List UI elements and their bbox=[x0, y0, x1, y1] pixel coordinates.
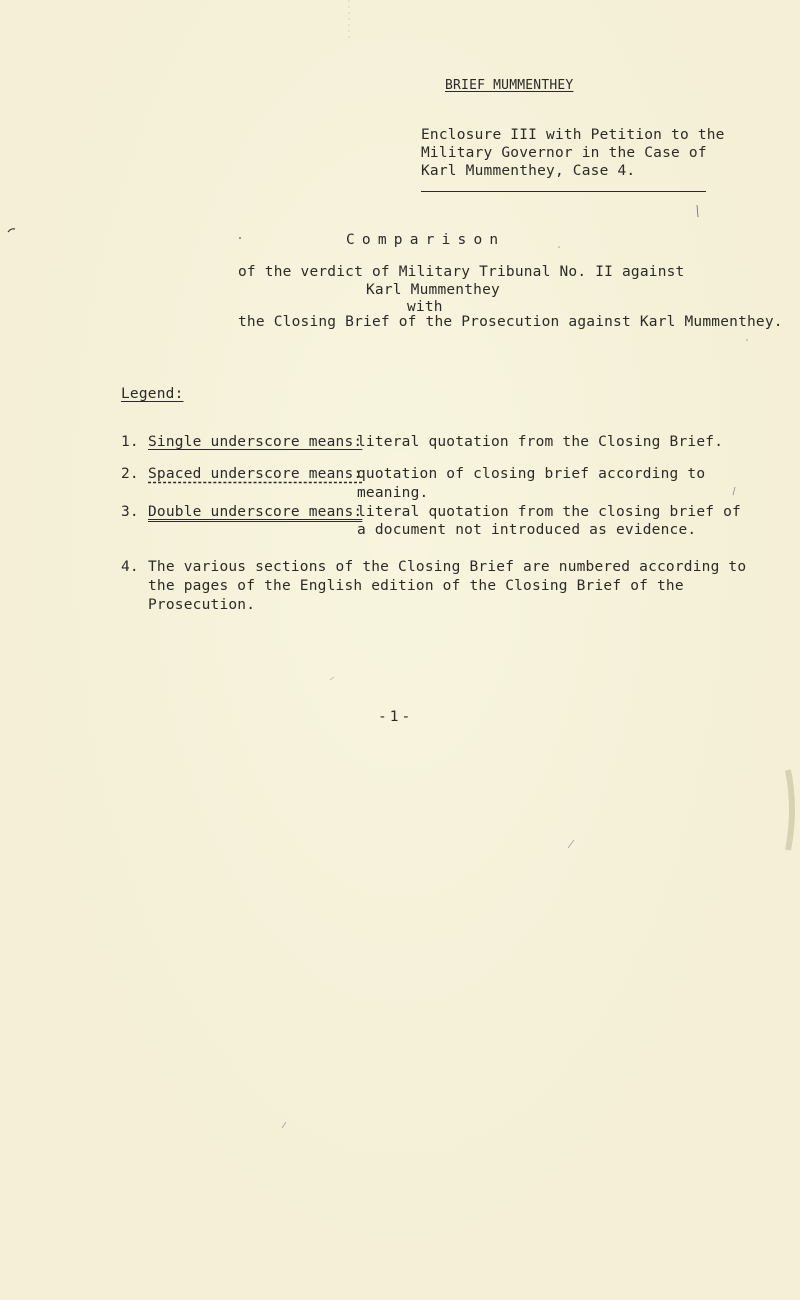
comparison-title: Comparison bbox=[346, 232, 506, 248]
legend-note bbox=[121, 558, 746, 615]
legend-item-description: literal quotation from the closing brief of bbox=[357, 504, 741, 520]
legend-note-line: the pages of the English edition of the Closing Brief of the bbox=[148, 578, 684, 594]
legend-item-key: Double underscore means: bbox=[148, 504, 363, 520]
legend-heading: Legend: bbox=[121, 386, 184, 402]
subtitle-line: Karl Mummenthey bbox=[366, 282, 500, 298]
document-header-title: BRIEF MUMMENTHEY bbox=[445, 78, 574, 93]
legend-item-description-continued: a document not introduced as evidence. bbox=[357, 522, 697, 538]
legend-item-description: quotation of closing brief according to bbox=[357, 466, 706, 482]
legend-item bbox=[121, 504, 741, 520]
legend-note-number: 4. bbox=[121, 559, 139, 575]
legend-item-key: Single underscore means: bbox=[148, 434, 363, 450]
legend-note-line: Prosecution. bbox=[148, 597, 256, 613]
legend-item-number: 2. bbox=[121, 466, 139, 482]
legend-item-number: 3. bbox=[121, 504, 139, 520]
enclosure-note bbox=[421, 126, 725, 180]
enclosure-line: Karl Mummenthey, Case 4. bbox=[421, 163, 636, 179]
legend-item bbox=[121, 466, 705, 482]
legend-note-line: The various sections of the Closing Brief are numbered according to bbox=[148, 559, 747, 575]
enclosure-line: Military Governor in the Case of bbox=[421, 145, 707, 161]
enclosure-divider bbox=[421, 191, 706, 192]
enclosure-line: Enclosure III with Petition to the bbox=[421, 127, 725, 143]
legend-item-description: literal quotation from the Closing Brief. bbox=[357, 434, 724, 450]
legend-item-key: Spaced underscore means: bbox=[148, 466, 363, 482]
legend-item bbox=[121, 434, 723, 450]
subtitle-line: of the verdict of Military Tribunal No. II against bbox=[238, 264, 685, 280]
page-number: -1- bbox=[378, 709, 414, 725]
subtitle-line: with bbox=[407, 299, 443, 315]
legend-item-description-continued: meaning. bbox=[357, 485, 429, 501]
legend-item-number: 1. bbox=[121, 434, 139, 450]
subtitle-line: the Closing Brief of the Prosecution against Karl Mummenthey. bbox=[238, 314, 783, 330]
